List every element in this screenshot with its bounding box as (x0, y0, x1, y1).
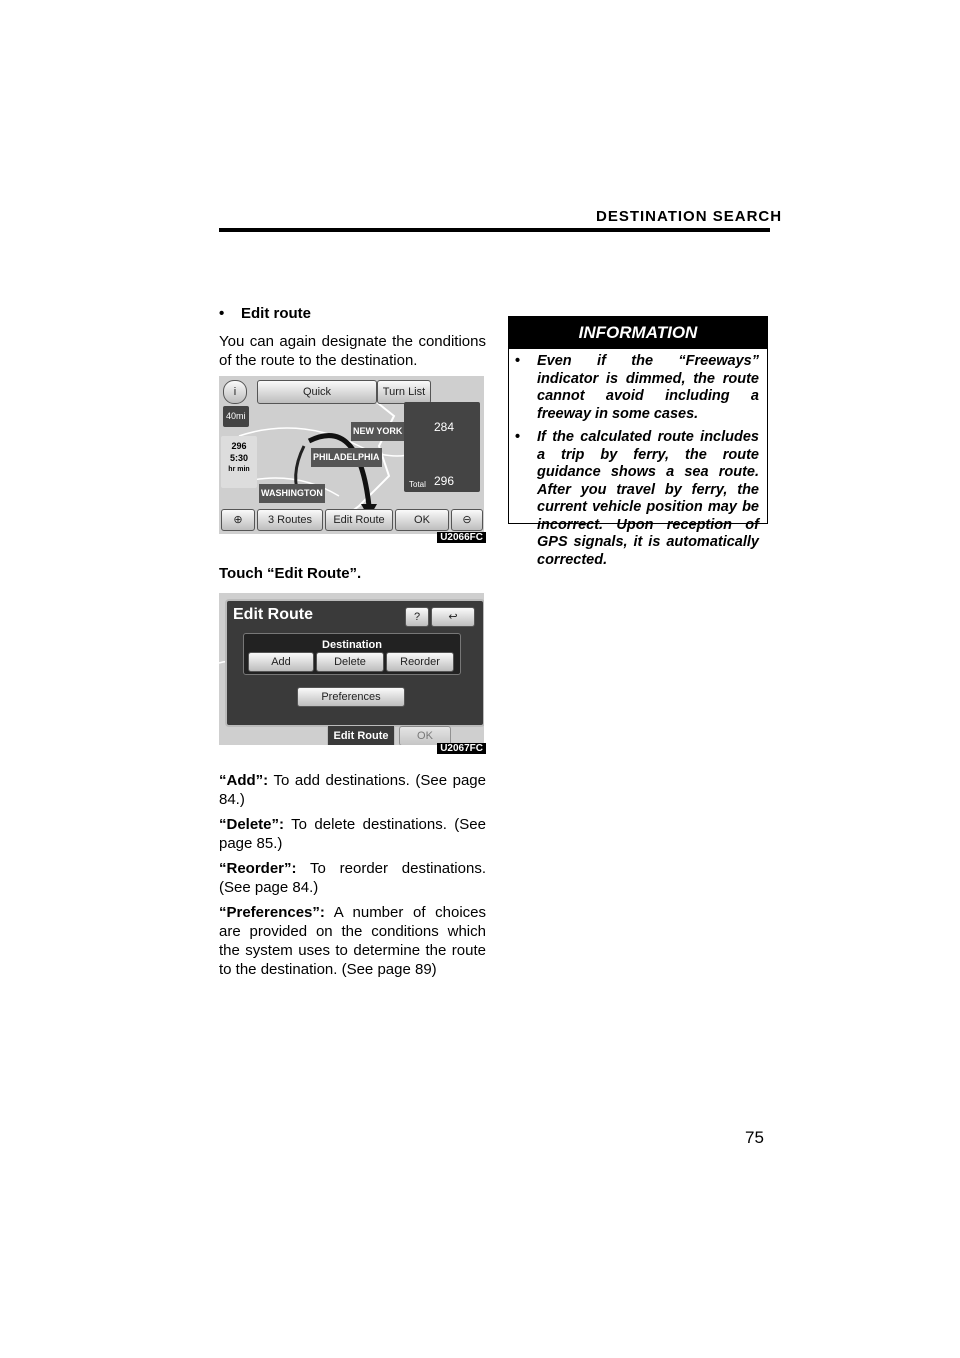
touch-instruction: Touch “Edit Route”. (219, 565, 362, 582)
distance-left-value: 296 (231, 441, 247, 451)
bullet-icon: • (219, 305, 225, 322)
definition-desc: To delete destinations. (See page 85.) (219, 816, 486, 852)
figure-code-1: U2066FC (437, 532, 486, 543)
information-box (508, 316, 768, 568)
zoom-in-button[interactable]: ⊕ (221, 509, 255, 531)
route-distance-value: 284 (434, 420, 455, 434)
ok-button-dimmed[interactable]: OK (399, 726, 451, 745)
information-header: INFORMATION (509, 317, 767, 349)
figure-code-2: U2067FC (437, 743, 486, 754)
information-item (515, 429, 759, 569)
definition-reorder (219, 859, 486, 897)
screenshot-edit-route (219, 593, 484, 745)
intro-paragraph: You can again designate the conditions of the route to the destination. (219, 333, 486, 369)
information-text: If the calculated route includes a trip by ferry, the route guidance shows a sea route. After you travel by ferry, the current vehicle position may be incorrect. Upon reception of GPS signals, it is automatically corrected. (537, 429, 759, 568)
section-title: DESTINATION SEARCH (596, 208, 783, 225)
left-column (219, 304, 486, 985)
heading-text: Edit route (241, 305, 311, 322)
definitions-list (219, 771, 486, 979)
back-button[interactable]: ↩ (431, 607, 475, 627)
city-label-washington: WASHINGTON (259, 484, 325, 503)
scale-indicator: 40mi (223, 406, 249, 427)
reorder-button[interactable]: Reorder (386, 652, 454, 672)
definition-delete (219, 815, 486, 853)
edit-route-button[interactable]: Edit Route (325, 509, 393, 531)
time-unit: hr min (228, 466, 250, 473)
city-label-philadelphia: PHILADELPHIA (311, 448, 382, 467)
edit-route-dialog (225, 599, 484, 727)
ok-button[interactable]: OK (395, 509, 449, 531)
definition-desc: A number of choices are provided on the conditions which the system uses to determine the route to the destination. (See page 89) (219, 904, 486, 978)
total-distance-value: 296 (434, 474, 455, 488)
bullet-heading (219, 304, 486, 323)
edit-route-tab[interactable]: Edit Route (327, 725, 395, 745)
destination-group (243, 633, 461, 675)
definition-term: “Add”: (219, 772, 269, 789)
information-text: Even if the “Freeways” indicator is dimmed, the route cannot avoid including a freeway in some cases. (537, 353, 759, 422)
turn-list-button[interactable]: Turn List (377, 380, 431, 404)
info-button[interactable]: i (223, 380, 247, 404)
three-routes-button[interactable]: 3 Routes (257, 509, 323, 531)
add-button[interactable]: Add (248, 652, 314, 672)
bullet-icon: • (515, 429, 521, 445)
definition-term: “Reorder”: (219, 860, 297, 877)
delete-button[interactable]: Delete (316, 652, 384, 672)
information-body (509, 349, 767, 569)
time-left-value: 5:30 (229, 453, 248, 463)
city-label-new-york: NEW YORK (351, 422, 404, 441)
distance-time-panel (221, 436, 257, 488)
definition-desc: To reorder destinations. (See page 84.) (219, 860, 486, 896)
definition-term: “Preferences”: (219, 904, 325, 921)
dialog-title: Edit Route (233, 606, 313, 623)
help-button[interactable]: ? (405, 607, 429, 627)
destination-label: Destination (322, 639, 382, 651)
header-rule (219, 228, 770, 232)
definition-add (219, 771, 486, 809)
definition-preferences (219, 903, 486, 979)
definition-desc: To add destinations. (See page 84.) (219, 772, 486, 808)
definition-term: “Delete”: (219, 816, 285, 833)
total-label: Total (409, 480, 426, 489)
zoom-out-button[interactable]: ⊖ (451, 509, 483, 531)
bullet-icon: • (515, 353, 521, 369)
information-item (515, 353, 759, 423)
preferences-button[interactable]: Preferences (297, 687, 405, 707)
quick-button[interactable]: Quick (257, 380, 377, 404)
page-number: 75 (745, 1128, 764, 1147)
route-summary-panel (404, 402, 480, 492)
screenshot-route-map (219, 376, 484, 534)
